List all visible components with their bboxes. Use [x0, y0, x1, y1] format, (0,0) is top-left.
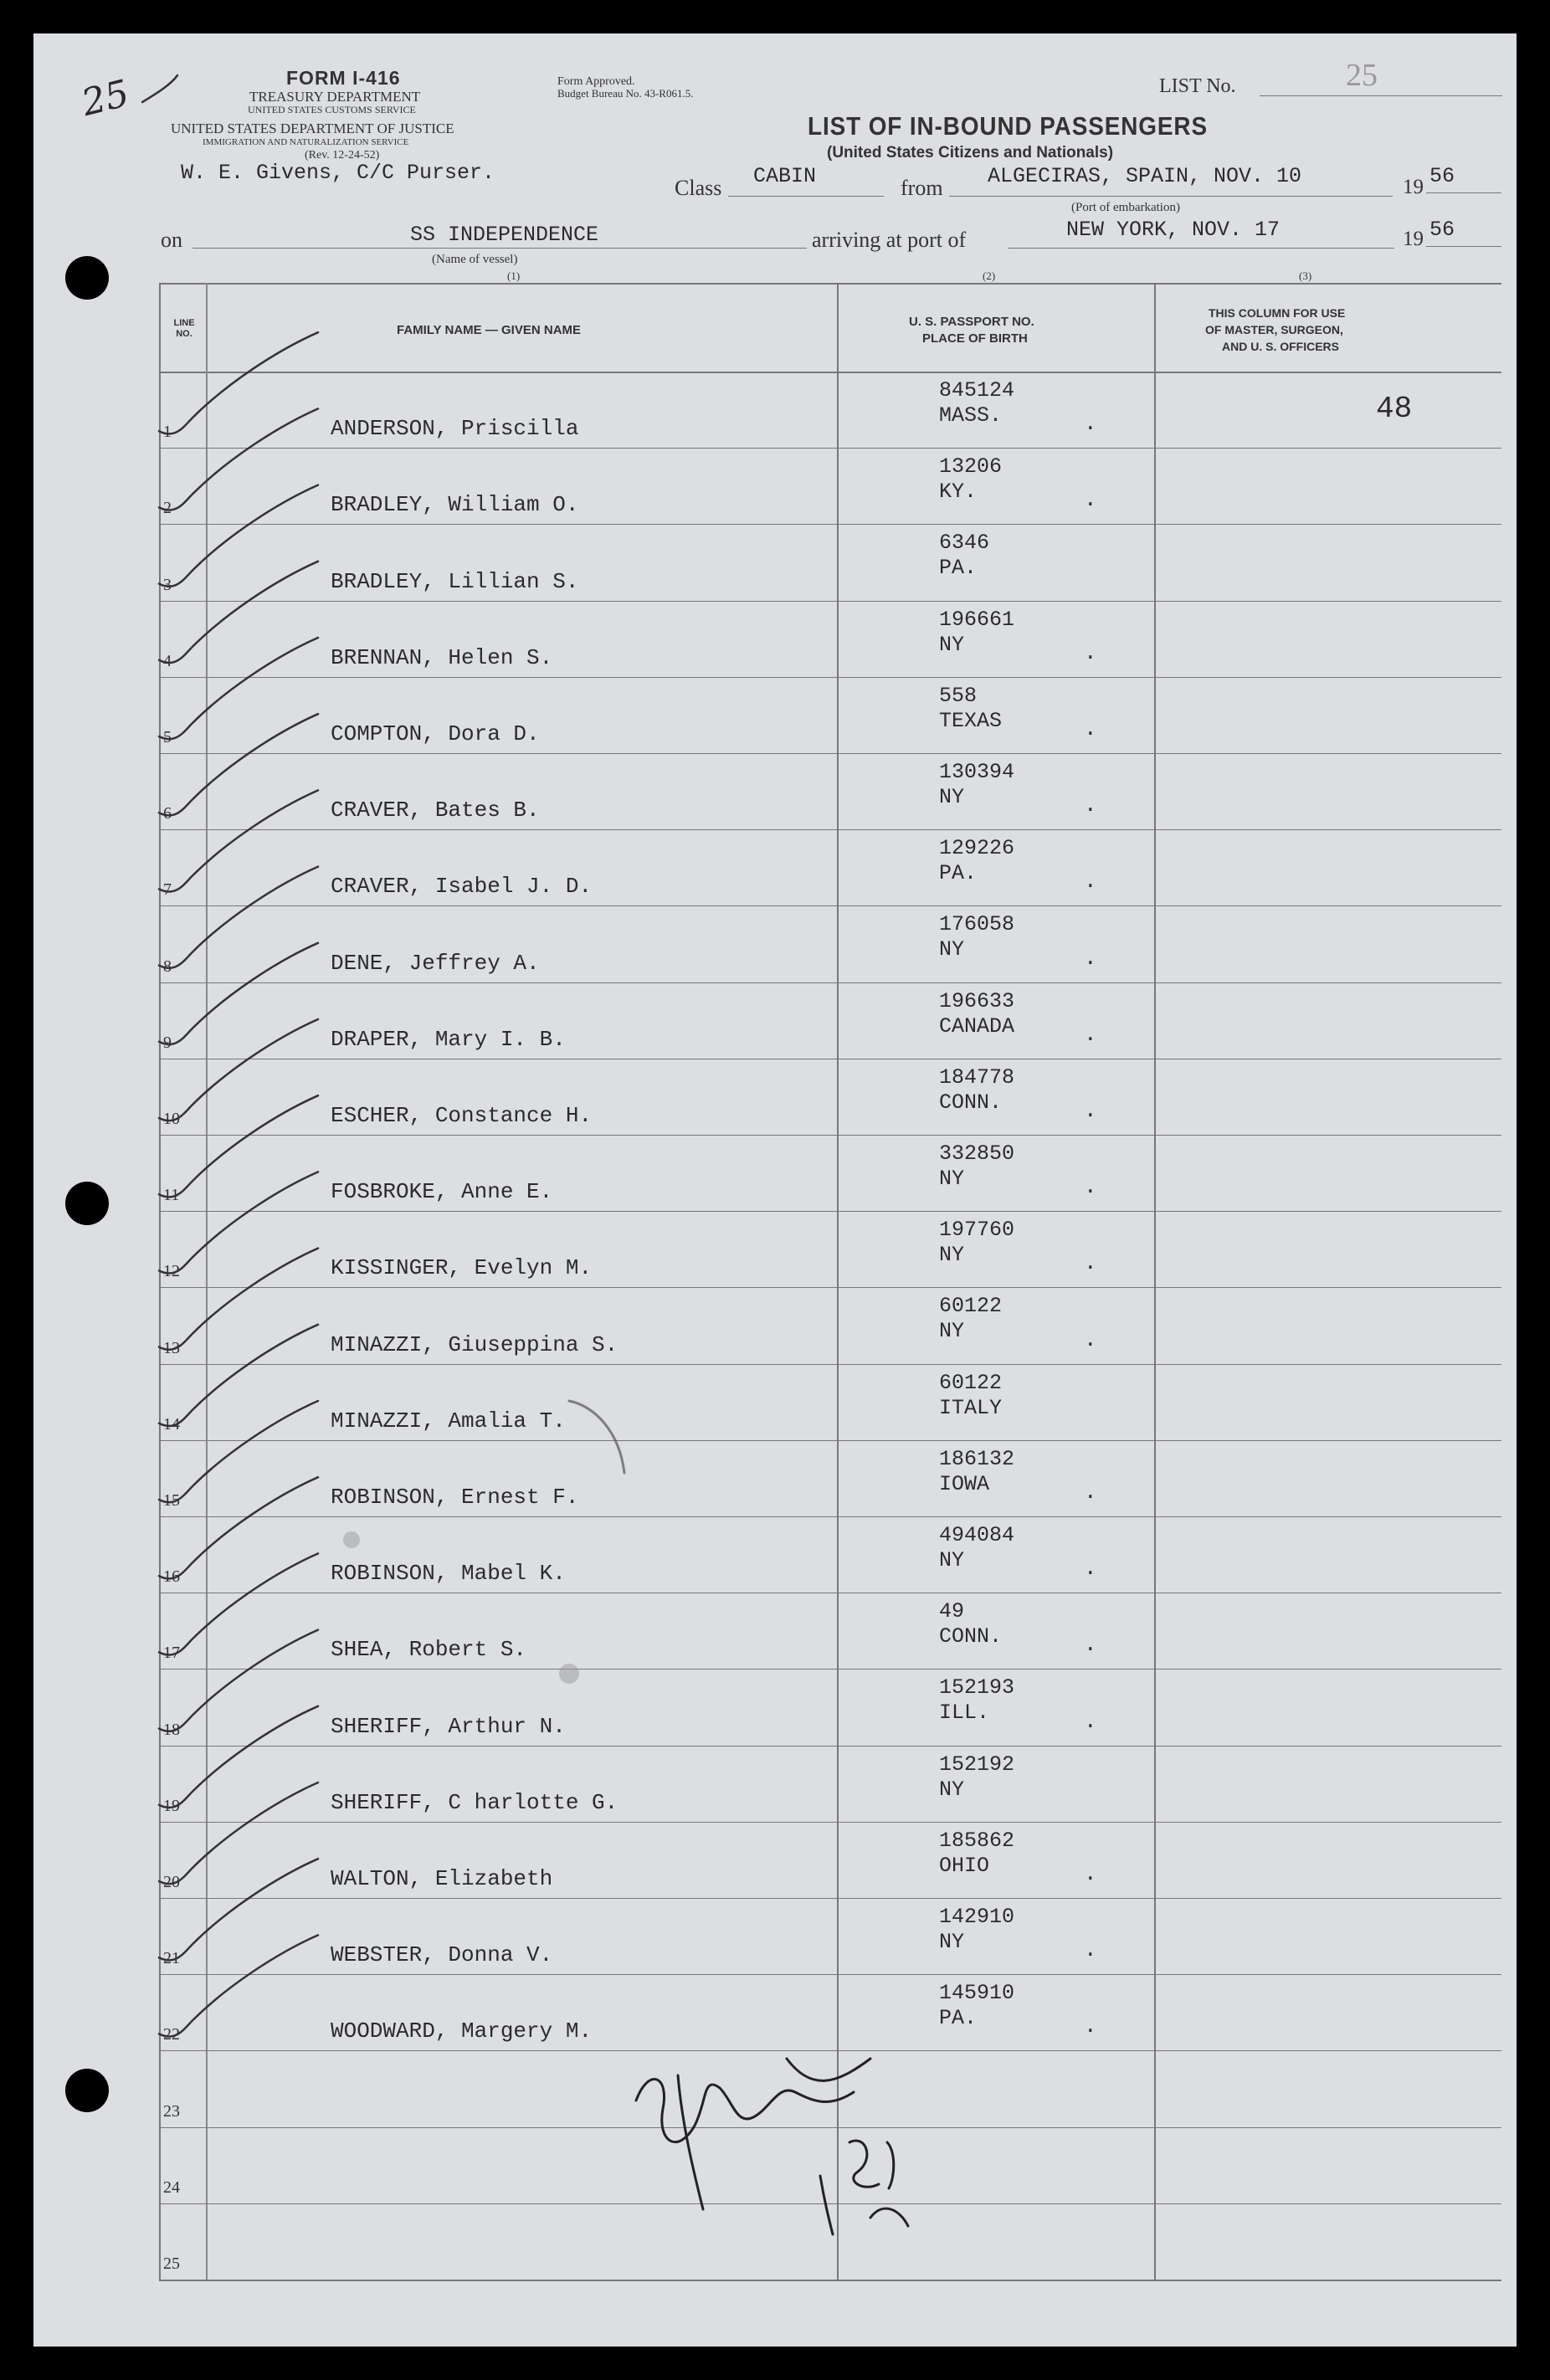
check-mark: [159, 1782, 318, 1884]
check-mark: [159, 1095, 318, 1197]
place-of-birth: CONN.: [939, 1624, 1003, 1649]
passport-number: 49: [939, 1599, 965, 1624]
passport-number: 494084: [939, 1523, 1015, 1547]
passenger-name: WEBSTER, Donna V.: [331, 1942, 553, 1968]
column-header-officers-3: AND U. S. OFFICERS: [1222, 340, 1340, 353]
place-of-birth: OHIO: [939, 1853, 990, 1878]
line-number: 15: [163, 1490, 180, 1510]
column-header-officers-2: OF MASTER, SURGEON,: [1205, 323, 1343, 336]
passport-number: 152193: [939, 1675, 1015, 1700]
row-dot: .: [1084, 1708, 1097, 1734]
row-dot: .: [1084, 1479, 1097, 1505]
arrival-value: NEW YORK, NOV. 17: [1066, 218, 1281, 242]
passport-number: 197760: [939, 1218, 1015, 1243]
passenger-name: CRAVER, Isabel J. D.: [331, 874, 593, 900]
row-dot: .: [1084, 945, 1097, 971]
place-of-birth: NY: [939, 937, 965, 962]
passenger-name: BRADLEY, Lillian S.: [331, 568, 579, 594]
passport-number: 60122: [939, 1370, 1003, 1395]
passport-number: 142910: [939, 1905, 1015, 1929]
place-of-birth: CONN.: [939, 1090, 1003, 1115]
passenger-name: BRENNAN, Helen S.: [331, 644, 553, 670]
passenger-name: FOSBROKE, Anne E.: [331, 1179, 553, 1205]
place-of-birth: IOWA: [939, 1471, 990, 1496]
budget-bureau: Budget Bureau No. 43-R061.5.: [557, 87, 694, 100]
line-number: 7: [163, 880, 172, 900]
row-dot: .: [1084, 1632, 1097, 1658]
check-mark: [159, 408, 318, 510]
line-number: 16: [163, 1567, 180, 1587]
passenger-name: CRAVER, Bates B.: [331, 798, 540, 823]
place-of-birth: CANADA: [939, 1013, 1015, 1039]
handwritten-page-number: 25: [77, 71, 134, 126]
column-header-officers-1: THIS COLUMN FOR USE: [1209, 306, 1346, 320]
column-header-line: LINE NO.: [173, 318, 195, 339]
check-mark: [159, 1630, 318, 1731]
passport-number: 129226: [939, 836, 1015, 861]
line-number: 11: [163, 1186, 180, 1205]
arrival-year-prefix: 19: [1403, 228, 1424, 250]
check-mark: [159, 867, 318, 968]
row-dot: .: [1084, 792, 1097, 818]
place-of-birth: NY: [939, 1319, 965, 1344]
passenger-name: BRADLEY, William O.: [331, 492, 579, 518]
check-mark: [159, 638, 318, 739]
row-dot: .: [1084, 1326, 1097, 1352]
line-number: 2: [163, 499, 172, 518]
passenger-name: ESCHER, Constance H.: [331, 1102, 593, 1128]
column-number-1: (1): [507, 269, 521, 282]
passenger-name: SHERIFF, C harlotte G.: [331, 1789, 618, 1815]
check-mark: [159, 1401, 318, 1502]
place-of-birth: PA.: [939, 556, 978, 581]
vessel-name: SS INDEPENDENCE: [410, 223, 599, 247]
passenger-name: DRAPER, Mary I. B.: [331, 1026, 566, 1052]
column-header-name: FAMILY NAME — GIVEN NAME: [397, 323, 582, 337]
passport-number: 152192: [939, 1752, 1015, 1777]
line-number: 22: [163, 2025, 180, 2044]
row-dot: .: [1084, 1556, 1097, 1582]
line-number: 12: [163, 1262, 180, 1281]
passenger-name: WALTON, Elizabeth: [331, 1865, 553, 1891]
row-dot: .: [1084, 411, 1097, 437]
list-no-label: LIST No.: [1159, 75, 1236, 97]
place-of-birth: PA.: [939, 2006, 978, 2031]
check-mark: [159, 943, 318, 1044]
passport-number: 186132: [939, 1446, 1015, 1471]
passport-number: 332850: [939, 1141, 1015, 1166]
line-number: 1: [163, 423, 172, 442]
column-header-birthplace: PLACE OF BIRTH: [922, 331, 1028, 346]
place-of-birth: NY: [939, 1930, 965, 1954]
passenger-name: ANDERSON, Priscilla: [331, 416, 579, 442]
line-number: 20: [163, 1872, 180, 1891]
place-of-birth: NY: [939, 1777, 965, 1802]
place-of-birth: MASS.: [939, 403, 1003, 428]
row-dot: .: [1084, 1174, 1097, 1200]
check-mark: [159, 1477, 318, 1578]
place-of-birth: KY.: [939, 480, 978, 505]
passport-number: 145910: [939, 1981, 1015, 2006]
check-mark: [159, 1706, 318, 1808]
passenger-name: SHERIFF, Arthur N.: [331, 1713, 566, 1739]
passenger-name: SHEA, Robert S.: [331, 1637, 527, 1663]
row-dot: .: [1084, 1860, 1097, 1886]
binder-hole: [65, 256, 109, 300]
line-number: 23: [163, 2101, 180, 2121]
treasury-dept: TREASURY DEPARTMENT: [249, 89, 421, 105]
binder-hole: [65, 1182, 109, 1225]
class-value: CABIN: [753, 164, 817, 188]
class-label: Class: [675, 176, 722, 200]
passenger-name: WOODWARD, Margery M.: [331, 2018, 593, 2044]
passport-number: 13206: [939, 454, 1003, 480]
passport-number: 196661: [939, 607, 1015, 632]
purser-name: W. E. Givens, C/C Purser.: [181, 161, 495, 185]
place-of-birth: TEXAS: [939, 708, 1003, 733]
signature-scribble: [636, 2059, 908, 2234]
document-sheet: [33, 33, 1517, 2347]
passenger-name: ROBINSON, Ernest F.: [331, 1484, 579, 1510]
column-number-3: (3): [1299, 269, 1312, 282]
line-number: 21: [163, 1949, 180, 1968]
line-number: 10: [163, 1109, 180, 1128]
check-mark: [159, 1553, 318, 1654]
place-of-birth: ILL.: [939, 1700, 990, 1726]
passport-number: 196633: [939, 988, 1015, 1013]
from-label: from: [901, 176, 943, 200]
arrival-year: 56: [1429, 218, 1455, 242]
place-of-birth: NY: [939, 632, 965, 657]
passenger-name: KISSINGER, Evelyn M.: [331, 1255, 593, 1281]
check-mark: [159, 562, 318, 663]
passenger-name: MINAZZI, Giuseppina S.: [331, 1331, 618, 1357]
arriving-label: arriving at port of: [812, 228, 967, 252]
check-mark: [159, 1935, 318, 2036]
immigration-service: IMMIGRATION AND NATURALIZATION SERVICE: [203, 137, 409, 147]
check-mark: [159, 1859, 318, 1960]
place-of-birth: NY: [939, 1243, 965, 1268]
line-number: 3: [163, 575, 172, 594]
line-number: 25: [163, 2254, 180, 2273]
check-mark: [159, 1325, 318, 1426]
passport-number: 176058: [939, 912, 1015, 937]
row-dot: .: [1084, 869, 1097, 895]
passport-number: 130394: [939, 760, 1015, 784]
row-dot: .: [1084, 1097, 1097, 1123]
column-number-2: (2): [983, 269, 996, 282]
line-number: 19: [163, 1796, 180, 1815]
place-of-birth: ITALY: [939, 1395, 1003, 1420]
form-number: FORM I-416: [286, 67, 401, 89]
place-of-birth: NY: [939, 1167, 965, 1191]
binder-hole: [65, 2069, 109, 2112]
line-number: 4: [163, 651, 172, 670]
line-number: 9: [163, 1033, 172, 1052]
form-approved: Form Approved.: [557, 75, 635, 88]
check-mark: [159, 1019, 318, 1121]
passport-number: 558: [939, 683, 978, 708]
column-header-passport: U. S. PASSPORT NO.: [909, 315, 1034, 329]
row-dot: .: [1084, 2013, 1097, 2039]
passenger-name: DENE, Jeffrey A.: [331, 950, 540, 976]
check-mark: [159, 485, 318, 587]
place-of-birth: NY: [939, 785, 965, 809]
line-number: 13: [163, 1338, 180, 1357]
from-year-prefix: 19: [1403, 176, 1424, 198]
form-revision: (Rev. 12-24-52): [305, 149, 380, 162]
line-number: 18: [163, 1720, 180, 1739]
from-year: 56: [1429, 164, 1455, 188]
customs-service: UNITED STATES CUSTOMS SERVICE: [248, 104, 416, 115]
passenger-name: MINAZZI, Amalia T.: [331, 1408, 566, 1434]
line-number: 5: [163, 727, 172, 746]
passport-number: 845124: [939, 378, 1015, 403]
line-number: 8: [163, 957, 172, 976]
line-number: 24: [163, 2177, 180, 2197]
passport-number: 6346: [939, 531, 990, 556]
on-label: on: [161, 228, 182, 252]
place-of-birth: PA.: [939, 861, 978, 886]
officer-note: 48: [1376, 392, 1413, 426]
passport-number: 185862: [939, 1828, 1015, 1853]
row-dot: .: [1084, 1021, 1097, 1047]
form-subtitle: (United States Citizens and Nationals): [827, 144, 1114, 162]
passport-number: 184778: [939, 1064, 1015, 1090]
handwritten-marks: [33, 33, 1517, 2347]
passport-number: 60122: [939, 1294, 1003, 1319]
passenger-name: ROBINSON, Mabel K.: [331, 1561, 566, 1587]
form-title: LIST OF IN-BOUND PASSENGERS: [808, 111, 1208, 141]
passenger-name: COMPTON, Dora D.: [331, 721, 540, 746]
check-mark: [159, 1172, 318, 1273]
row-dot: .: [1084, 639, 1097, 665]
place-of-birth: NY: [939, 1548, 965, 1572]
row-dot: .: [1084, 716, 1097, 741]
check-mark: [159, 790, 318, 891]
row-dot: .: [1084, 1937, 1097, 1963]
vessel-caption: (Name of vessel): [432, 253, 518, 266]
row-dot: .: [1084, 487, 1097, 513]
check-mark: [159, 332, 318, 433]
port-caption: (Port of embarkation): [1071, 201, 1180, 214]
list-number: 25: [1346, 58, 1378, 93]
row-dot: .: [1084, 1250, 1097, 1276]
justice-dept: UNITED STATES DEPARTMENT OF JUSTICE: [171, 121, 454, 136]
line-number: 6: [163, 804, 172, 823]
line-number: 17: [163, 1644, 180, 1663]
check-mark: [159, 714, 318, 815]
check-mark: [159, 1249, 318, 1350]
line-number: 14: [163, 1414, 180, 1434]
embarkation-value: ALGECIRAS, SPAIN, NOV. 10: [988, 164, 1302, 188]
